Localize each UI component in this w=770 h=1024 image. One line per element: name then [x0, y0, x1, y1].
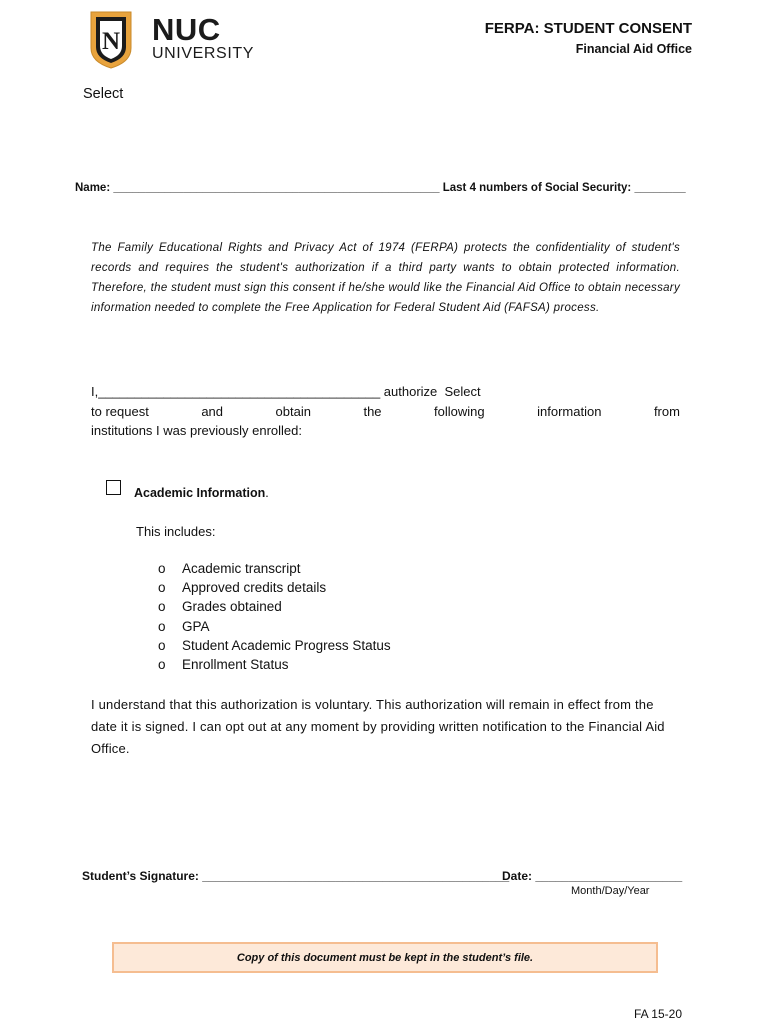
list-item: [158, 655, 391, 674]
academic-information-checkbox[interactable]: [106, 480, 121, 495]
list-item-text: Academic transcript: [182, 561, 301, 576]
list-item: [158, 559, 391, 578]
bullet-circle-icon: o: [158, 599, 166, 615]
file-copy-notice: [112, 942, 658, 973]
ferpa-paragraph: The Family Educational Rights and Privacy Act of 1974 (FERPA) protects the confidentiality of student's records and requires the student's authorization if a third party wants to obtain protected information. Therefore, the student must sign this consent if he/she would like the Financial Aid Office to obtain necessary information needed to complete the Free Application for Federal Student Aid (FAFSA) process.: [91, 242, 680, 314]
nuc-shield-logo: [89, 10, 133, 70]
academic-information-text: Academic Information: [134, 486, 266, 500]
authorization-word: from: [653, 404, 680, 419]
list-item-text: Student Academic Progress Status: [182, 637, 391, 653]
list-item: [158, 578, 391, 597]
authorization-line-1[interactable]: I,_______________________________________ authorize Select: [91, 384, 481, 399]
authorization-word: to request: [91, 404, 149, 419]
file-copy-notice-text: Copy of this document must be kept in the student’s file.: [236, 951, 534, 964]
includes-label: This includes:: [136, 524, 216, 539]
authorization-line-3: institutions I was previously enrolled:: [91, 423, 302, 438]
logo-name-nuc: NUC: [152, 12, 221, 47]
student-signature-field[interactable]: Student’s Signature: ______________________________________________: [82, 869, 510, 883]
authorization-word: obtain: [275, 404, 311, 419]
document-title: FERPA: STUDENT CONSENT: [484, 20, 692, 37]
bullet-circle-icon: o: [158, 637, 166, 653]
bullet-circle-icon: o: [158, 561, 166, 576]
logo-name-university: UNIVERSITY: [152, 45, 255, 62]
name-ssn-field-line[interactable]: Name: ___________________________________________________ Last 4 numbers of Social Security: ________: [75, 182, 686, 194]
list-item: [158, 636, 391, 655]
office-subtitle: Financial Aid Office: [575, 42, 692, 56]
date-format-hint: Month/Day/Year: [571, 885, 650, 897]
institution-select-field[interactable]: Select: [83, 86, 124, 102]
authorization-word: the: [363, 404, 382, 419]
form-number: FA 15-20: [633, 1007, 682, 1021]
shield-letter: N: [101, 28, 121, 55]
list-item-text: Approved credits details: [182, 580, 327, 596]
list-item-text: GPA: [182, 618, 210, 634]
bullet-circle-icon: o: [158, 580, 166, 596]
bullet-circle-icon: o: [158, 657, 166, 673]
list-item: [158, 617, 391, 636]
authorization-word: and: [201, 404, 224, 419]
bullet-circle-icon: o: [158, 618, 166, 634]
includes-list: [158, 559, 391, 674]
authorization-line-2: [91, 404, 680, 419]
academic-information-suffix: .: [265, 486, 269, 500]
list-item: [158, 597, 391, 616]
date-field[interactable]: Date: ______________________: [502, 869, 683, 883]
list-item-text: Grades obtained: [182, 599, 282, 615]
list-item-text: Enrollment Status: [182, 657, 289, 673]
authorization-word: information: [537, 404, 602, 419]
authorization-word: following: [434, 404, 485, 419]
understand-paragraph: I understand that this authorization is voluntary. This authorization will remain in effect from the date it is signed. I can opt out at any moment by providing written notification to the Financial Aid Office.: [91, 697, 665, 756]
academic-information-label: [134, 486, 269, 500]
